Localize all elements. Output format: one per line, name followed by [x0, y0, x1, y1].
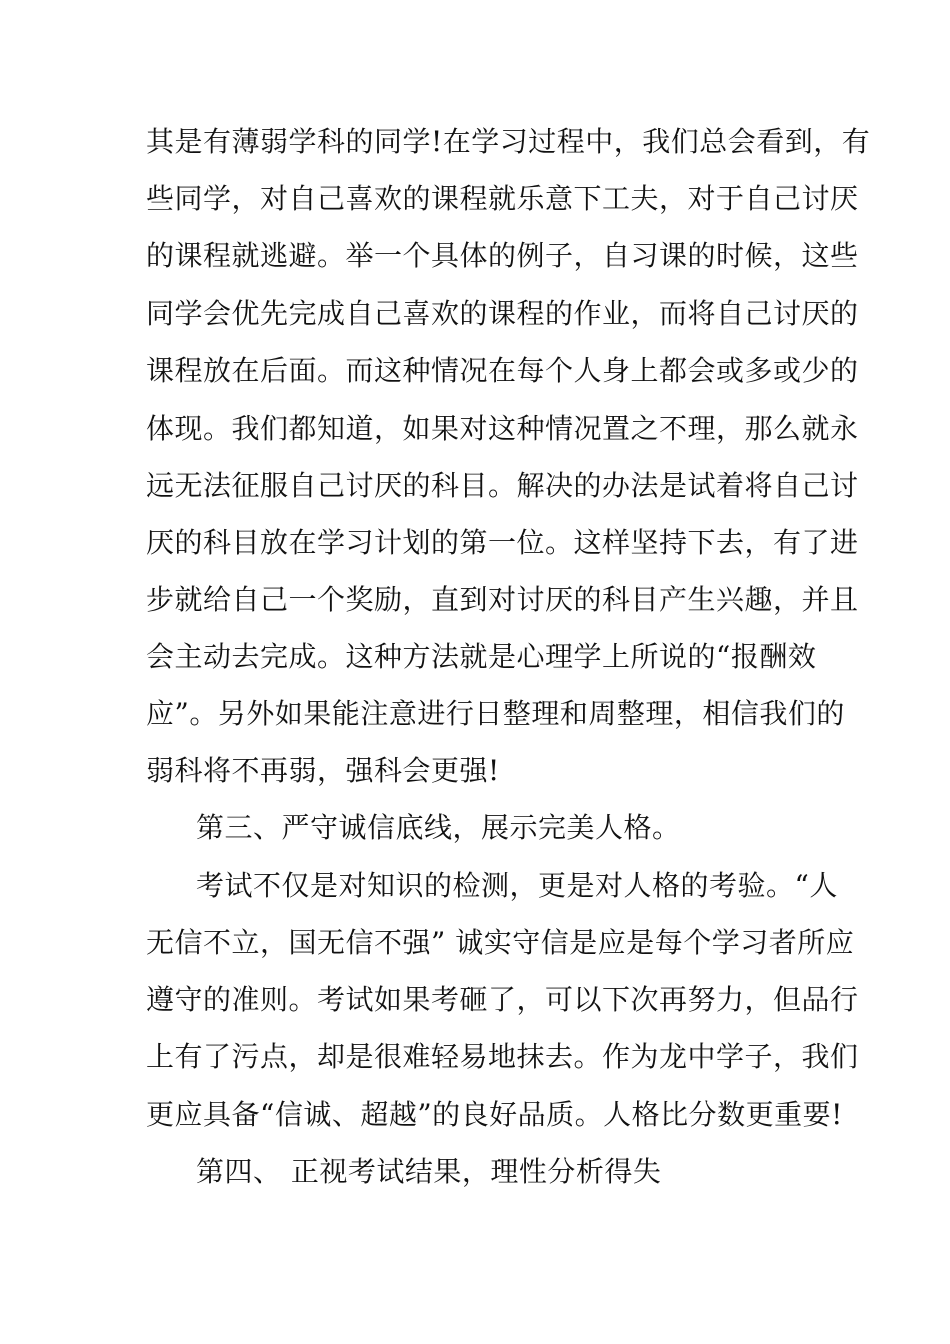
text-line: 考试不仅是对知识的检测，更是对人格的考验。“人	[196, 869, 838, 902]
text-line: 更应具备“信诚、超越”的良好品质。人格比分数更重要!	[146, 1098, 843, 1131]
text-line: 同学会优先完成自己喜欢的课程的作业，而将自己讨厌的	[146, 297, 859, 330]
text-line: 会主动去完成。这种方法就是心理学上所说的“报酬效	[146, 640, 817, 673]
text-line: 无信不立，国无信不强” 诚实守信是应是每个学习者所应	[146, 926, 855, 959]
text-line: 遵守的准则。考试如果考砸了，可以下次再努力，但品行	[146, 983, 859, 1016]
text-line: 些同学，对自己喜欢的课程就乐意下工夫，对于自己讨厌	[146, 182, 859, 215]
text-line: 远无法征服自己讨厌的科目。解决的办法是试着将自己讨	[146, 469, 859, 502]
section-heading-3: 第三、严守诚信底线，展示完美人格。	[196, 811, 681, 844]
text-line: 课程放在后面。而这种情况在每个人身上都会或多或少的	[146, 354, 859, 387]
text-line: 应”。另外如果能注意进行日整理和周整理，相信我们的	[146, 697, 845, 730]
section-heading-4: 第四、 正视考试结果，理性分析得失	[196, 1155, 662, 1188]
text-line: 弱科将不再弱，强科会更强!	[146, 754, 500, 787]
text-line: 其是有薄弱学科的同学!在学习过程中，我们总会看到，有	[146, 125, 871, 158]
text-line: 步就给自己一个奖励，直到对讨厌的科目产生兴趣，并且	[146, 583, 859, 616]
text-line: 厌的科目放在学习计划的第一位。这样坚持下去，有了进	[146, 526, 859, 559]
text-line: 上有了污点，却是很难轻易地抹去。作为龙中学子，我们	[146, 1040, 859, 1073]
text-line: 的课程就逃避。举一个具体的例子，自习课的时候，这些	[146, 239, 859, 272]
text-line: 体现。我们都知道，如果对这种情况置之不理，那么就永	[146, 412, 859, 445]
